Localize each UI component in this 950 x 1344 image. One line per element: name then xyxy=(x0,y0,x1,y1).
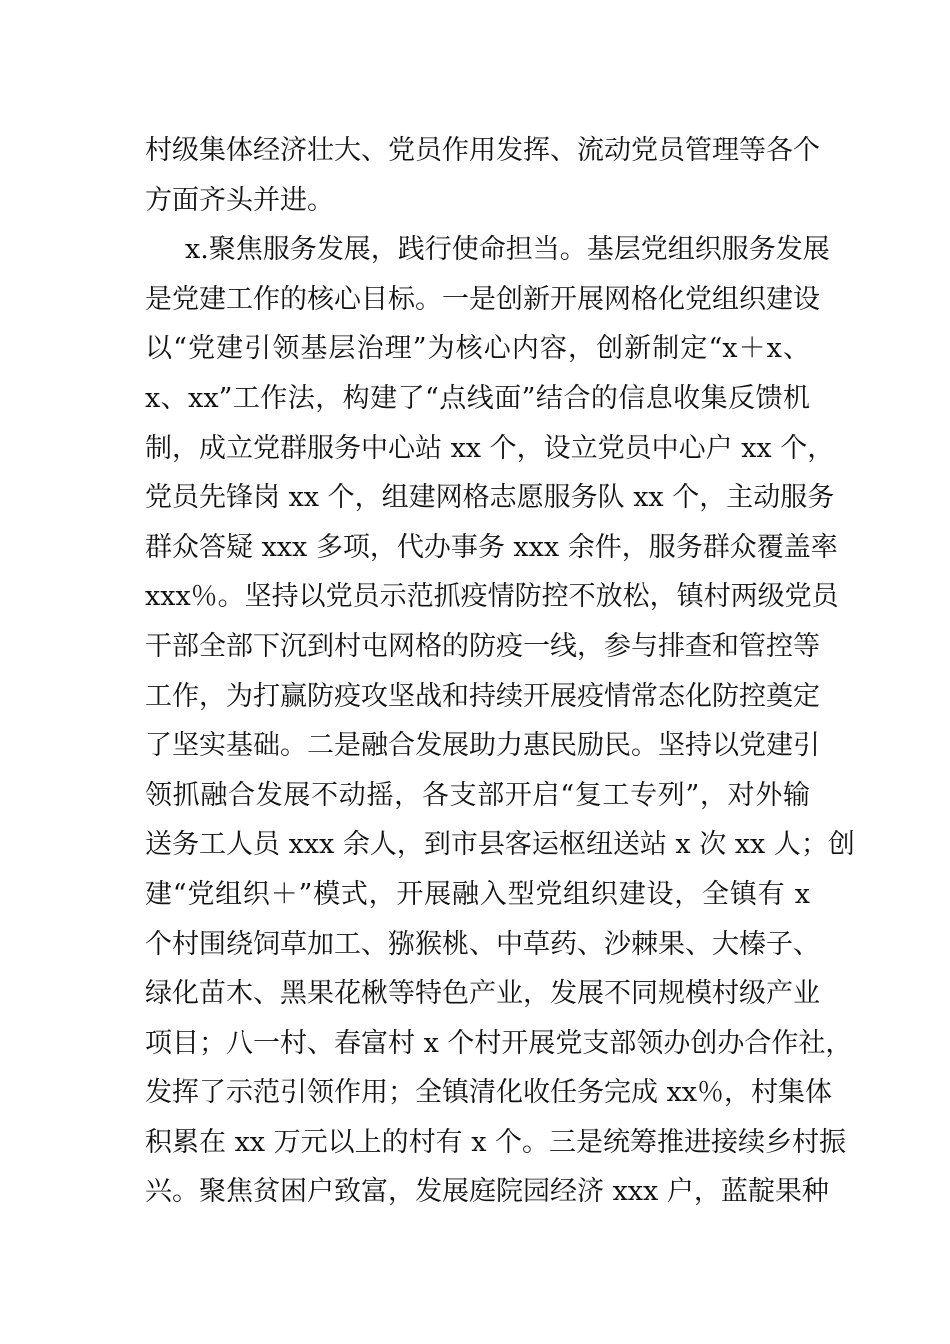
text-line: 是党建工作的核心目标。一是创新开展网格化党组织建设 xyxy=(145,283,820,315)
text-line: 了坚实基础。二是融合发展助力惠民励民。坚持以党建引 xyxy=(145,730,820,762)
text-line: 个村围绕饲草加工、猕猴桃、中草药、沙棘果、大榛子、 xyxy=(145,928,820,960)
body-text xyxy=(145,126,855,1217)
text-line: 发挥了示范引领作用；全镇清化收任务完成 xx％，村集体 xyxy=(145,1077,833,1109)
text-line: 领抓融合发展不动摇，各支部开启“复工专列”，对外输 xyxy=(145,779,810,811)
text-line: 建“党组织＋”模式，开展融入型党组织建设，全镇有 x xyxy=(145,878,810,910)
text-line: 送务工人员 xxx 余人，到市县客运枢纽送站 x 次 xx 人；创 xyxy=(145,829,855,861)
text-line: x、xx”工作法，构建了“点线面”结合的信息收集反馈机 xyxy=(145,382,810,414)
text-line: 绿化苗木、黑果花楸等特色产业，发展不同规模村级产业 xyxy=(145,978,820,1010)
text-line: 工作，为打赢防疫攻坚战和持续开展疫情常态化防控奠定 xyxy=(145,680,820,712)
text-line: 积累在 xx 万元以上的村有 x 个。三是统筹推进接续乡村振 xyxy=(145,1126,847,1158)
text-line: 群众答疑 xxx 多项，代办事务 xxx 余件，服务群众覆盖率 xyxy=(145,531,838,563)
text-line: 方面齐头并进。 xyxy=(145,184,334,216)
text-line: xxx％。坚持以党员示范抓疫情防控不放松，镇村两级党员 xyxy=(145,581,839,613)
text-line: 干部全部下沉到村屯网格的防疫一线，参与排查和管控等 xyxy=(145,630,820,662)
text-line: 制，成立党群服务中心站 xx 个，设立党员中心户 xx 个， xyxy=(145,432,835,464)
text-line: 项目；八一村、春富村 x 个村开展党支部领办创办合作社， xyxy=(145,1027,853,1059)
text-line: 以“党建引领基层治理”为核心内容，创新制定“x＋x、 xyxy=(145,333,810,365)
text-line: 党员先锋岗 xx 个，组建网格志愿服务队 xx 个，主动服务 xyxy=(145,482,835,514)
text-line: x.聚焦服务发展，践行使命担当。基层党组织服务发展 xyxy=(185,234,830,266)
text-line: 村级集体经济壮大、党员作用发挥、流动党员管理等各个 xyxy=(145,135,820,166)
text-line: 兴。聚焦贫困户致富，发展庭院园经济 xxx 户，蓝靛果种 xyxy=(145,1176,829,1208)
